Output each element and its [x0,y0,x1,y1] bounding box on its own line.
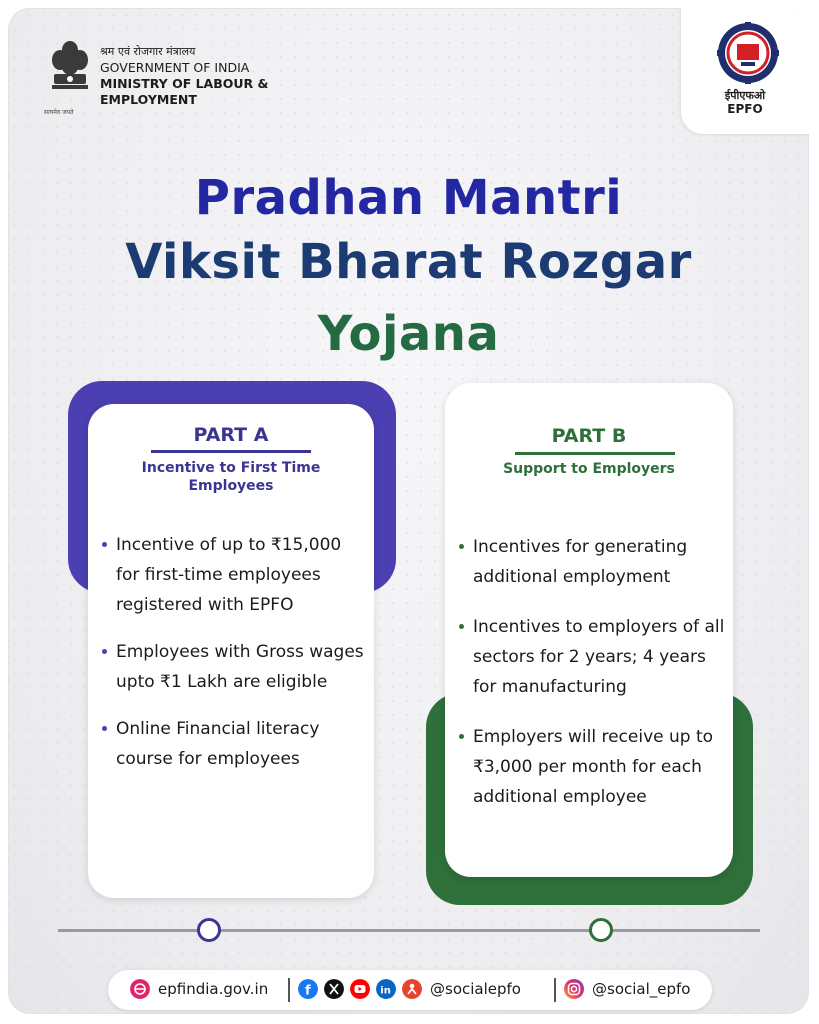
instagram-icon[interactable] [564,979,584,999]
list-item [88,637,374,697]
list-item [445,612,733,702]
poster-frame [8,8,809,1014]
part-a-title: PART A [193,424,269,446]
ministry-line1: MINISTRY OF LABOUR & [100,76,269,91]
bullet-dot-icon [459,544,464,549]
list-item [445,722,733,812]
ministry-block [100,44,268,108]
bullet-text: Employees with Gross wages upto ₹1 Lakh are eligible [116,642,364,692]
website-link[interactable]: epfindia.gov.in [158,980,269,998]
youtube-icon[interactable] [350,979,370,999]
ministry-hindi: श्रम एवं रोजगार मंत्रालय [100,45,196,58]
title-line2: Viksit Bharat Rozgar [125,234,692,290]
bullet-text: Incentives to employers of all sectors for 2 years; 4 years for manufacturing [473,617,725,697]
epfo-label: EPFO [727,102,763,116]
epfo-hindi-label: ईपीएफओ [724,89,766,102]
title-line3: Yojana [317,306,500,362]
list-item [88,714,374,774]
timeline-node-b [589,918,613,942]
timeline-node-a [197,918,221,942]
part-a-subtitle-line1: Incentive to First Time [141,460,321,476]
part-a-divider [151,450,311,453]
web-icon[interactable] [130,979,150,999]
emblem-tagline: सत्यमेव जयते [44,109,74,116]
part-b-subtitle: Support to Employers [503,461,675,477]
bullet-text: Online Financial literacy course for employees [116,719,320,769]
divider [288,978,290,1002]
title-line1: Pradhan Mantri [194,170,623,226]
divider [554,978,556,1002]
bullet-text: Incentive of up to ₹15,000 for first-time employees registered with EPFO [116,535,342,615]
government-of-india: GOVERNMENT OF INDIA [100,60,250,75]
part-b-divider [515,452,675,455]
part-a-bullet-list [88,530,374,791]
footer-social-bar [108,970,712,1010]
part-b-card [445,383,733,877]
bullet-dot-icon [102,726,107,731]
part-a-subtitle [88,459,374,495]
ministry-line2: EMPLOYMENT [100,92,197,107]
instagram-handle[interactable]: @social_epfo [592,980,691,998]
part-b-bullet-list [445,532,733,832]
part-b-title: PART B [551,425,627,447]
social-handle[interactable]: @socialepfo [430,980,521,998]
bullet-text: Incentives for generating additional employment [473,537,688,587]
list-item [445,532,733,592]
facebook-icon[interactable] [298,979,318,999]
part-a-subtitle-line2: Employees [188,478,274,494]
timeline-line [58,929,760,932]
linkedin-icon[interactable] [376,979,396,999]
bullet-dot-icon [459,624,464,629]
svg-text:in: in [380,985,391,997]
list-item [88,530,374,620]
bullet-dot-icon [102,649,107,654]
bullet-dot-icon [102,542,107,547]
koo-icon[interactable] [402,979,422,999]
bullet-text: Employers will receive up to ₹3,000 per month for each additional employee [473,727,714,807]
epfo-logo-icon [717,22,779,84]
epfo-logo-box [681,8,809,134]
part-a-card [88,404,374,898]
national-emblem-icon [48,38,92,108]
svg-text:f: f [305,983,311,999]
bullet-dot-icon [459,734,464,739]
x-icon[interactable] [324,979,344,999]
